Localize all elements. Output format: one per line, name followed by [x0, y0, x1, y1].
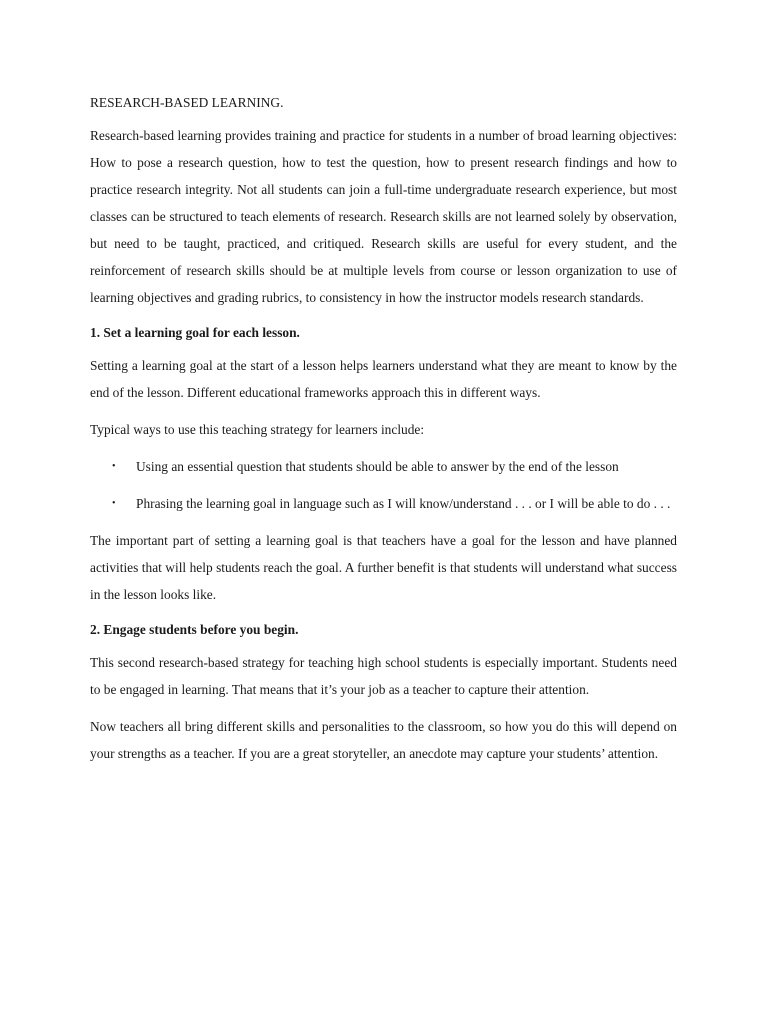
bullet-icon: • — [112, 461, 116, 472]
section-1-paragraph-2: Typical ways to use this teaching strategy for learners include: — [90, 422, 425, 437]
section-1-paragraph-3: The important part of setting a learning goal is that teachers have a goal for the lesson and have planned activities that will help students reach the goal. A further benefit is that students will understand what success in the lesson looks like. — [90, 533, 677, 602]
section-2-heading: 2. Engage students before you begin. — [90, 622, 299, 637]
section-1-bullet-list — [90, 453, 677, 517]
intro-paragraph: Research-based learning provides training and practice for students in a number of broad learning objectives: How to pose a research question, how to test the question, how to present research findings and how to practice research integrity. Not all students can join a full-time undergraduate research experience, but most classes can be structured to teach elements of research. Research skills are not learned solely by observation, but need to be taught, practiced, and critiqued. Research skills are useful for every student, and the reinforcement of research skills should be at multiple levels from course or lesson organization to use of learning objectives and grading rubrics, to consistency in how the instructor models research standards. — [90, 128, 677, 305]
section-2-paragraph-1: This second research-based strategy for teaching high school students is especially important. Students need to be engaged in learning. That means that it’s your job as a teacher to capture their attention. — [90, 655, 677, 697]
section-1-heading: 1. Set a learning goal for each lesson. — [90, 325, 300, 340]
document-title: RESEARCH-BASED LEARNING. — [90, 95, 284, 110]
list-item-text: Using an essential question that students should be able to answer by the end of the lesson — [136, 459, 619, 474]
list-item — [90, 490, 677, 517]
bullet-icon: • — [112, 498, 116, 509]
document-page — [90, 93, 677, 777]
list-item — [90, 453, 677, 480]
list-item-text: Phrasing the learning goal in language such as I will know/understand . . . or I will be able to do . . . — [136, 496, 671, 511]
section-2-paragraph-2: Now teachers all bring different skills and personalities to the classroom, so how you do this will depend on your strengths as a teacher. If you are a great storyteller, an anecdote may capture your students’ attention. — [90, 719, 677, 761]
section-1-paragraph-1: Setting a learning goal at the start of a lesson helps learners understand what they are meant to know by the end of the lesson. Different educational frameworks approach this in different ways. — [90, 358, 677, 400]
